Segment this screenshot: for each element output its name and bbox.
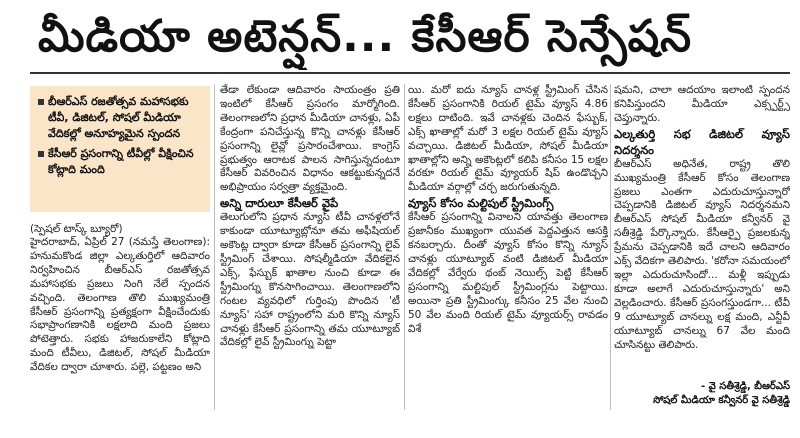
quote-credit-title: సోషల్ మీడియా కన్వీనర్ వై సతీశ్రెడ్డి (653, 395, 790, 406)
column-divider (610, 84, 611, 410)
article-column-2 (220, 84, 400, 414)
section-subhead: వ్యూస్ కోసం మల్టిపుల్ స్ట్రీమింగ్స్ (408, 196, 554, 211)
article-paragraph: తేడా లేకుండా ఆదివారం సాయంత్రం ప్రతి ఇంటిలో కేసీఆర్ ప్రసంగం మార్మోగింది. తెలంగాణలోని ప్రధాన మీడియా చానళ్లు, ఏపీ కేంద్రంగా పనిచేస్తున్న కొన్ని చానళ్లు కేసీఆర్ ప్రసంగాన్ని లైవ్లో ప్రసారంచేశాయి. కాంగ్రెస్ ప్రభుత్వం ఆరాటక పాలన సాగిస్తున్నదంటూ కేసీఆర్ వివరించిన విధానం ఆకట్టుకున్నదనే అభిప్రాయం సర్వత్రా వ్యక్తమైంది. (220, 84, 400, 194)
highlight-item (38, 146, 204, 178)
article-paragraph: తెలుగులోని ప్రధాన న్యూస్ టీవీ చానళ్లలోనే కాకుండా యూట్యూబ్లోనూ తమ అఫీషియల్ అకౌంట్ల ద్వారా కూడా కేసీఆర్ ప్రసంగాన్ని లైవ్ స్ట్రీమింగ్ చేశాయి. సోషల్మీడియా వేదికలైన ఎక్స్, ఫేస్బుక్ ఖాతాల నుంచి కూడా ఈ స్ట్రీమింగ్ను కొనసాగించాయి. తెలంగాణలోని గంటల వ్యవధిలో గుర్తింపు పొందిన 'టీ న్యూస్' సహా రాష్ట్రంలోని మరి కొన్ని న్యూస్ చానళ్లు కేసీఆర్ ప్రసంగాన్ని తమ యూట్యూబ్ వేదికల్లో లైవ్ స్ట్రీమింగ్ను పెట్టా (220, 211, 400, 349)
headline-rule (30, 72, 790, 74)
section-subhead: ఎల్కతుర్తి సభ డిజిటల్ వ్యూస్ నిదర్శనం (614, 126, 790, 157)
highlight-text: కేసీఆర్ ప్రసంగాన్ని టీవీల్లో వీక్షించిన కోట్లాది మంది (48, 147, 194, 176)
highlight-item (38, 94, 204, 142)
quote-credit: - వై సతీశ్రెడ్డి, బీఆర్ఎస్ (701, 381, 790, 392)
square-bullet-icon (38, 99, 44, 105)
article-paragraph: కేసీఆర్ ప్రసంగాన్ని వినాలని యావత్తు తెలంగాణ ప్రజానీకం ముఖ్యంగా యువత పెద్దఎత్తున ఆసక్తి కనబర్చారు. దీంతో వ్యూస్ కోసం కొన్ని న్యూస్ చానళ్లు యూట్యూబ్ వంటి డిజిటల్ మీడియా వేదికల్లో వేర్వేరు థంబ్ నెయిల్స్ పెట్టి కేసీఆర్ ప్రసంగాన్ని మల్టిపుల్ స్ట్రీమింగ్లను పెట్టాయి. అయినా ప్రతి స్ట్రీమింగ్కు కనీసం 25 వేల నుంచి 50 వేల మంది రియల్ టైమ్ వ్యూయర్స్ రావడం విశే (408, 211, 608, 335)
highlight-text: బీఆర్ఎస్ రజతోత్సవ మహాసభకు టీవీ, డిజిటల్, సోషల్ మీడియా వేదికల్లో అనూహ్యమైన స్పందన (48, 95, 189, 140)
page-headline: మీడియా అటెన్షన్... కేసీఆర్ సెన్సేషన్ (38, 11, 693, 62)
article-paragraph: హైదరాబాద్, ఏప్రిల్ 27 (నమస్తే తెలంగాణ): హనుమకొండ జిల్లా ఎల్కతుర్తిలో ఆదివారం నిర్వహించిన బీఆర్ఎస్ రజతోత్సవ మహాసభకు ప్రజలు నింగి నేలే స్పందన వచ్చింది. తెలంగాణ తొలి ముఖ్యమంత్రి కేసీఆర్ ప్రసంగాన్ని ప్రత్యక్షంగా వీక్షించేందుకు సభాప్రాంగణానికి లక్షలాది మంది ప్రజలు పోటెత్తారు. సభకు హాజరుకాలేని కోట్లాది మంది టీవీలు, డిజిటల్, సోషల్ మీడియా వేదికల ద్వారా చూశారు. పల్లె, పట్టణం అని (30, 236, 210, 374)
section-subhead: అన్ని దారులూ కేసీఆర్ వైపే (220, 196, 339, 211)
article-column-3 (408, 84, 608, 414)
column-divider (404, 84, 405, 410)
byline: (స్పెషల్ టాస్క్ బ్యూరో) (30, 223, 123, 235)
article-column-4 (614, 84, 790, 394)
column-divider (214, 84, 215, 410)
article-paragraph: షమని, చాలా ఆదయాం ఇలాంటి స్పందన కనిపిస్తుందని మీడియా ఎక్స్పర్ట్స్ చెప్తున్నారు. (614, 84, 790, 124)
highlights-box (30, 86, 210, 212)
article-paragraph: యి. మరో ఐదు న్యూస్ చానళ్ల స్ట్రీమింగ్ చేసిన కేసీఆర్ ప్రసంగానికి రియల్ టైమ్ వ్యూస్ 4.86 లక్షలు దాటింది. ఇవే చానళ్లకు చెందిన ఫేస్బుక్, ఎక్స్ ఖాతాల్లో మరో 3 లక్షల రియల్ టైమ్ వ్యూస్ వచ్చాయి. డిజిటల్ మీడియా, సోషల్ మీడియా ఖాతాల్లోని అన్ని అకౌంట్లలో కలిపి కనీసం 15 లక్షల వరకూ రియల్ టైమ్ వ్యూయర్ షిప్ ఉండొచ్చని మీడియా వర్గాల్లో చర్చ జరుగుతున్నది. (408, 84, 608, 194)
square-bullet-icon (38, 151, 44, 157)
article-column-1 (30, 222, 210, 414)
article-paragraph: బీఆర్ఎస్ అధినేత, రాష్ట్ర తొలి ముఖ్యమంత్రి కేసీఆర్ కోసం తెలంగాణ ప్రజలు ఎంతగా ఎదురుచూస్తున్నారో చెప్పడానికి డిజిటల్ వ్యూస్ నిదర్శనమని బీఆర్ఎస్ సోషల్ మీడియా కన్వీనర్ వై సతీశ్రెడ్డి పేర్కొన్నారు. కేసీఆర్పై ప్రజలకున్న ప్రేమను చెప్పడానికి ఇదే చాలని ఆదివారం ఎక్స్ వేదికగా తెలిపారు. 'కరోనా సమయంలో ఇల్లా ఎదురుచూసిందో... మళ్లీ ఇప్పుడు కూడా అలాగే ఎదురుచూస్తున్నారు' అని వెల్లడించారు. కేసీఆర్ ప్రసంగస్తుండగా... టీవీ 9 యూట్యూబ్ చానల్ను లక్ష మంది, ఎన్టీవీ యూట్యూబ్ చానల్ను 67 వేల మంది చూసినట్టు తెలిపారు. (614, 157, 790, 351)
